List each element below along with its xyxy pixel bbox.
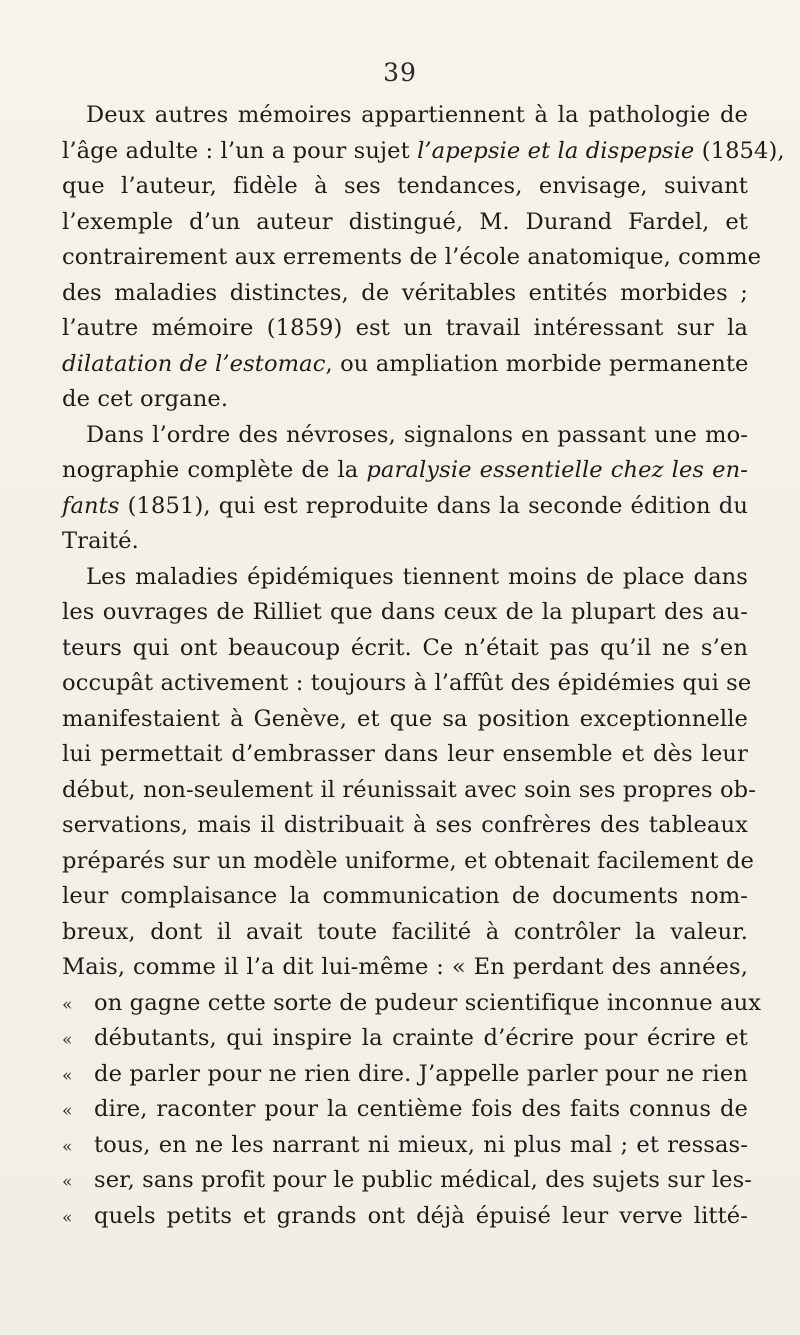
text-line: début, non-seulement il réunissait avec soin ses propres ob- (62, 776, 756, 803)
quote-text: on gagne cette sorte de pudeur scientifique inconnue aux (94, 989, 762, 1016)
italic-title: fants (62, 492, 120, 519)
quote-mark: « (62, 1101, 73, 1121)
italic-title: paralysie essentielle chez les en- (366, 457, 748, 483)
text-segment: l’âge adulte : l’un a pour sujet (62, 137, 418, 164)
text-line: leur complaisance la communication de documents nom- (62, 883, 748, 909)
text-line: Mais, comme il l’a dit lui-même : « En perdant des années, (62, 954, 748, 980)
text-line: que l’auteur, fidèle à ses tendances, envisage, suivant (62, 173, 748, 199)
text-line: teurs qui ont beaucoup écrit. Ce n’était pas qu’il ne s’en (62, 634, 748, 661)
text-line: manifestaient à Genève, et que sa position exceptionnelle (62, 705, 748, 732)
italic-title: dilatation de l’estomac (62, 350, 326, 377)
quote-mark: « (62, 1136, 73, 1157)
quote-line (62, 1021, 748, 1057)
text-line: Dans l’ordre des névroses, signalons en passant une mo- (86, 421, 748, 448)
quote-line (62, 1199, 748, 1235)
quote-text: ser, sans profit pour le public médical, des sujets sur les- (94, 1167, 753, 1193)
text-line: préparés sur un modèle uniforme, et obtenait facilement de (62, 847, 755, 874)
text-segment: (1851), qui est reproduite dans la seconde édition du (119, 492, 748, 519)
paragraph (62, 560, 756, 986)
text-line: Deux autres mémoires appartiennent à la pathologie de (86, 102, 748, 128)
text-line (62, 489, 748, 525)
quote-line (62, 1163, 753, 1199)
text-line (62, 134, 785, 170)
quote-line (62, 986, 762, 1022)
quote-line (62, 1128, 748, 1164)
text-line: Les maladies épidémiques tiennent moins de place dans (86, 563, 748, 590)
text-line: des maladies distinctes, de véritables entités morbides ; (62, 279, 748, 306)
text-segment: nographie complète de la (62, 457, 367, 483)
quote-text: dire, raconter pour la centième fois des faits connus de (94, 1096, 748, 1122)
quote-text: quels petits et grands ont déjà épuisé leur verve litté- (94, 1202, 748, 1229)
quote-mark: « (62, 1172, 73, 1192)
quote-mark: « (62, 994, 73, 1015)
quote-line (62, 1092, 748, 1128)
body-text (62, 98, 785, 1234)
quote-text: de parler pour ne rien dire. J’appelle parler pour ne rien (94, 1060, 748, 1087)
text-line: les ouvrages de Rilliet que dans ceux de la plupart des au- (62, 599, 748, 625)
text-line: breux, dont il avait toute facilité à contrôler la valeur. (62, 918, 748, 945)
quote-mark: « (62, 1030, 73, 1050)
text-segment: , ou ampliation morbide permanente (325, 350, 749, 377)
page-number: 39 (383, 58, 417, 87)
quote-text: débutants, qui inspire la crainte d’écrire pour écrire et (94, 1025, 748, 1051)
text-segment: (1854), (694, 137, 785, 164)
text-line (62, 453, 748, 489)
quote-mark: « (62, 1065, 73, 1086)
text-line: servations, mais il distribuait à ses confrères des tableaux (62, 812, 748, 838)
text-line: l’exemple d’un auteur distingué, M. Durand Fardel, et (62, 208, 748, 235)
text-line: Traité. (62, 528, 139, 554)
text-line: de cet organe. (62, 386, 229, 412)
text-line: contrairement aux errements de l’école anatomique, comme (62, 244, 762, 270)
text-line: occupât activement : toujours à l’affût des épidémies qui se (62, 670, 752, 696)
quote-text: tous, en ne les narrant ni mieux, ni plus mal ; et ressas- (94, 1131, 748, 1158)
paragraph (62, 418, 748, 560)
quote-mark: « (62, 1207, 73, 1228)
text-line (62, 347, 748, 383)
text-line: lui permettait d’embrasser dans leur ensemble et dès leur (62, 741, 748, 767)
paragraph (62, 98, 785, 418)
quote-line (62, 1057, 748, 1093)
quotation-block (62, 986, 762, 1235)
text-line: l’autre mémoire (1859) est un travail intéressant sur la (62, 315, 748, 341)
italic-title: l’apepsie et la dispepsie (417, 137, 695, 164)
